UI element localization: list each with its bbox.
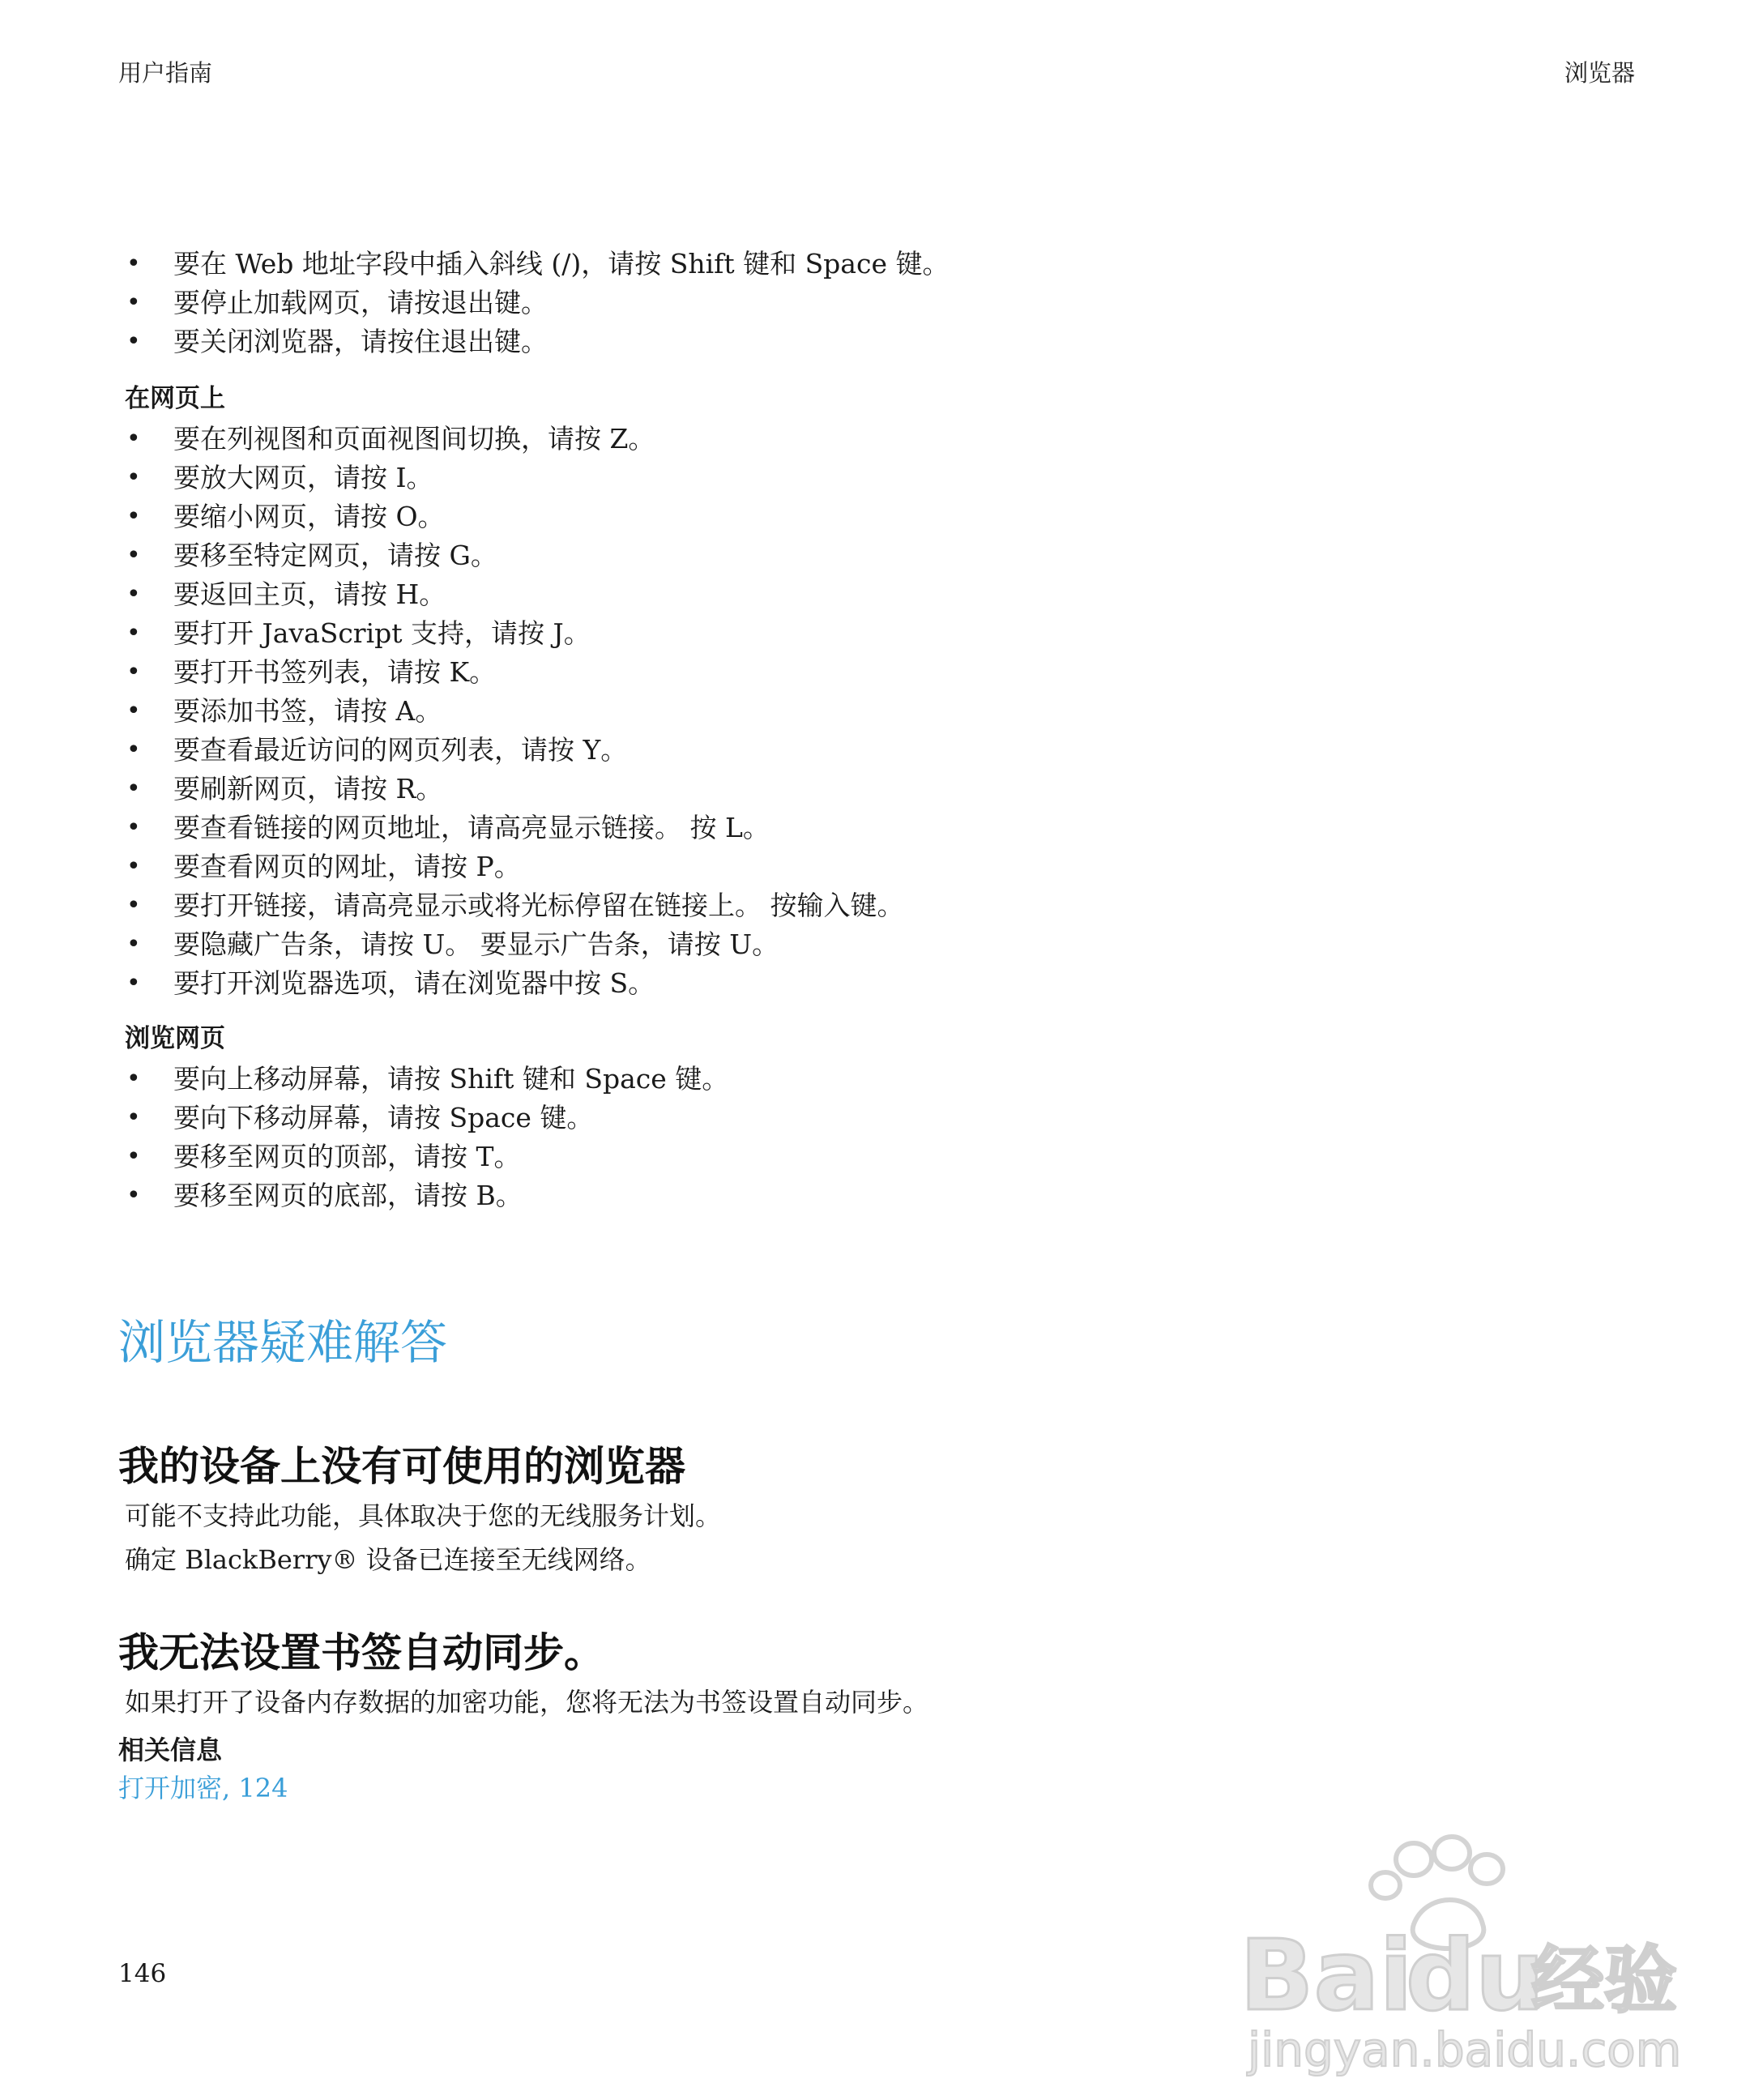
list-item xyxy=(118,1060,1641,1099)
bullet-icon: • xyxy=(126,852,141,881)
bullet-icon: • xyxy=(126,327,141,356)
bullet-icon: • xyxy=(126,1065,141,1093)
list-item xyxy=(118,886,1641,925)
svg-text:Bai: Bai xyxy=(1240,1920,1413,2033)
bullet-icon: • xyxy=(126,697,141,725)
bullet-icon: • xyxy=(126,502,141,531)
list-item-text: 要向上移动屏幕，请按 Shift 键和 Space 键。 xyxy=(173,1063,729,1095)
bullet-icon: • xyxy=(126,288,141,317)
bullet-icon: • xyxy=(126,891,141,920)
bullet-icon: • xyxy=(126,463,141,492)
list-item-text: 要关闭浏览器，请按住退出键。 xyxy=(173,326,548,357)
list-item-text: 要添加书签，请按 A。 xyxy=(173,695,442,727)
list-item xyxy=(118,420,1641,459)
list-item xyxy=(118,925,1641,964)
svg-text:经验: 经验 xyxy=(1531,1938,1677,2023)
list-item xyxy=(118,1176,1641,1215)
bullet-icon: • xyxy=(126,1103,141,1132)
list-item xyxy=(118,497,1641,536)
bullet-icon: • xyxy=(126,1181,141,1210)
list-item-text: 要缩小网页，请按 O。 xyxy=(173,501,445,532)
running-header-right: 浏览器 xyxy=(1564,59,1635,87)
bullet-icon: • xyxy=(126,658,141,686)
bullet-icon: • xyxy=(126,425,141,453)
bullet-icon: • xyxy=(126,969,141,997)
list-item-text: 要移至网页的顶部，请按 T。 xyxy=(173,1141,521,1172)
bullet-icon: • xyxy=(126,580,141,608)
list-item xyxy=(118,653,1641,692)
bullet-icon: • xyxy=(126,1142,141,1171)
list-item xyxy=(118,575,1641,614)
section-heading: 浏览网页 xyxy=(125,1024,225,1053)
list-item xyxy=(118,1099,1641,1138)
list-item xyxy=(118,964,1641,1003)
bullet-icon: • xyxy=(126,736,141,764)
list-item xyxy=(118,770,1641,809)
list-item-text: 要返回主页，请按 H。 xyxy=(173,578,446,610)
list-item xyxy=(118,692,1641,731)
list-item-text: 要向下移动屏幕，请按 Space 键。 xyxy=(173,1102,594,1133)
list-item xyxy=(118,536,1641,575)
list-item xyxy=(118,847,1641,886)
section-heading: 在网页上 xyxy=(125,384,225,413)
paragraph: 如果打开了设备内存数据的加密功能，您将无法为书签设置自动同步。 xyxy=(125,1687,929,1718)
list-item xyxy=(118,809,1641,847)
list-item-text: 要移至网页的底部，请按 B。 xyxy=(173,1180,523,1211)
list-item-text: 要查看最近访问的网页列表，请按 Y。 xyxy=(173,734,628,766)
list-item-text: 要放大网页，请按 I。 xyxy=(173,462,433,493)
bullet-icon: • xyxy=(126,541,141,570)
related-info-label: 相关信息 xyxy=(118,1735,223,1765)
svg-text:jingyan.baidu.com: jingyan.baidu.com xyxy=(1248,2022,1682,2077)
paragraph: 可能不支持此功能，具体取决于您的无线服务计划。 xyxy=(125,1500,722,1531)
list-item-text: 要刷新网页，请按 R。 xyxy=(173,773,443,805)
list-item-text: 要打开浏览器选项，请在浏览器中按 S。 xyxy=(173,967,655,999)
list-item-text: 要在 Web 地址字段中插入斜线 (/)，请按 Shift 键和 Space 键。 xyxy=(173,248,950,280)
list-item-text: 要打开 JavaScript 支持，请按 J。 xyxy=(173,617,591,649)
bullet-icon: • xyxy=(126,813,141,842)
list-item-text: 要移至特定网页，请按 G。 xyxy=(173,540,497,571)
list-item xyxy=(118,1138,1641,1176)
section-on-web-page xyxy=(118,381,1641,1003)
topic-title: 我的设备上没有可使用的浏览器 xyxy=(118,1443,685,1490)
list-item xyxy=(118,459,1641,497)
list-item xyxy=(118,322,1641,361)
baidu-watermark-logo xyxy=(1240,1835,1682,2078)
chapter-title: 浏览器疑难解答 xyxy=(118,1315,448,1370)
section-browse-pages xyxy=(118,1021,1641,1215)
list-item-text: 要打开链接，请高亮显示或将光标停留在链接上。 按输入键。 xyxy=(173,890,904,921)
running-header-left: 用户指南 xyxy=(118,59,213,87)
list-item-text: 要停止加载网页，请按退出键。 xyxy=(173,287,548,318)
bullet-icon: • xyxy=(126,619,141,647)
related-info-link[interactable]: 打开加密, 124 xyxy=(118,1773,288,1803)
bullet-icon: • xyxy=(126,775,141,803)
svg-text:du: du xyxy=(1406,1920,1545,2033)
page-number: 146 xyxy=(118,1959,167,1988)
list-item xyxy=(118,245,1641,284)
paragraph: 确定 BlackBerry® 设备已连接至无线网络。 xyxy=(125,1544,651,1575)
list-item-text: 要查看链接的网页地址，请高亮显示链接。 按 L。 xyxy=(173,812,770,843)
list-item-text: 要在列视图和页面视图间切换，请按 Z。 xyxy=(173,423,655,455)
topic-title: 我无法设置书签自动同步。 xyxy=(118,1629,604,1676)
list-item xyxy=(118,284,1641,322)
bullet-icon: • xyxy=(126,930,141,958)
list-item xyxy=(118,731,1641,770)
bullet-icon: • xyxy=(126,250,141,278)
list-item xyxy=(118,614,1641,653)
list-item-text: 要隐藏广告条，请按 U。 要显示广告条，请按 U。 xyxy=(173,928,779,960)
shortcut-list-top xyxy=(118,245,1641,361)
list-item-text: 要打开书签列表，请按 K。 xyxy=(173,656,497,688)
list-item-text: 要查看网页的网址，请按 P。 xyxy=(173,851,521,882)
